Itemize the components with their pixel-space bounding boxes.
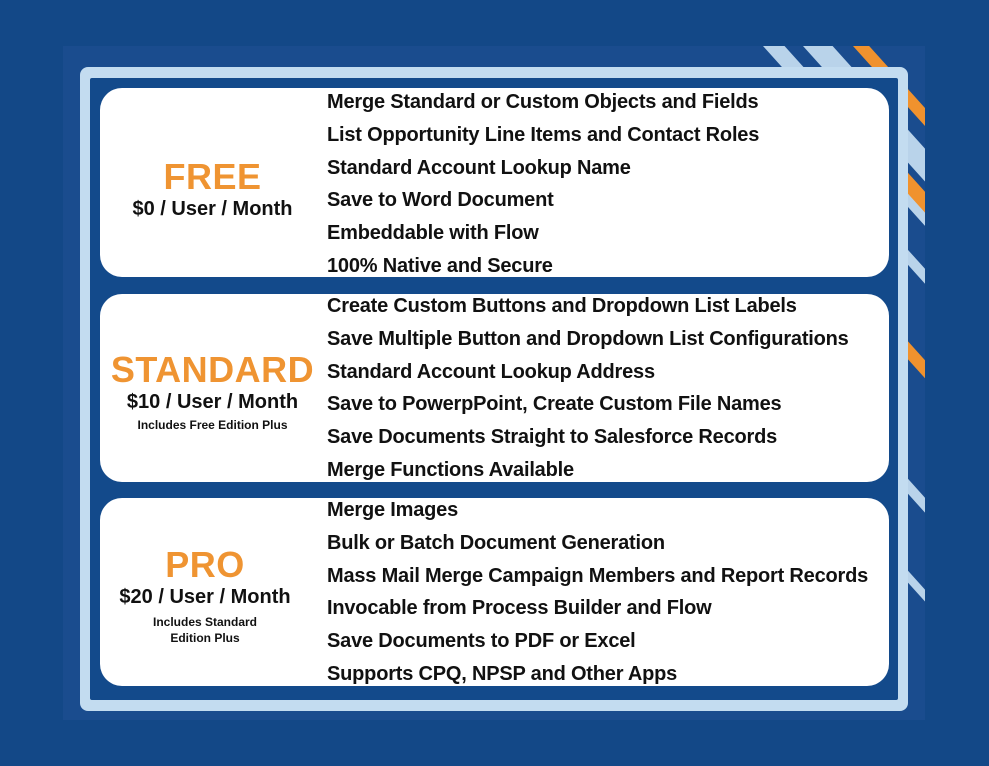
- feature-item: Save to PowerpPoint, Create Custom File Names: [327, 393, 782, 416]
- feature-item: Bulk or Batch Document Generation: [327, 531, 665, 554]
- feature-item: Mass Mail Merge Campaign Members and Report Records: [327, 564, 869, 587]
- plan-price: $10 / User / Month: [126, 391, 299, 413]
- plan-card-pro: [100, 498, 889, 686]
- plan-note: Includes Free Edition Plus: [137, 418, 288, 432]
- plan-note-line: Includes Standard: [152, 615, 258, 629]
- plan-name: FREE: [163, 156, 262, 197]
- feature-item: Save Documents Straight to Salesforce Records: [327, 426, 778, 449]
- plan-name: PRO: [165, 544, 245, 585]
- feature-list: [327, 290, 849, 487]
- feature-list: [327, 494, 868, 691]
- feature-item: Merge Functions Available: [327, 458, 574, 481]
- feature-item: Standard Account Lookup Address: [327, 360, 655, 383]
- feature-item: Supports CPQ, NPSP and Other Apps: [327, 662, 678, 685]
- plan-tier-standard: [100, 351, 325, 433]
- feature-item: Invocable from Process Builder and Flow: [327, 597, 712, 620]
- feature-list: [327, 86, 759, 283]
- feature-item: Create Custom Buttons and Dropdown List Labels: [327, 295, 797, 317]
- feature-item: Standard Account Lookup Name: [327, 156, 631, 179]
- feature-item: Merge Standard or Custom Objects and Fields: [327, 91, 759, 113]
- plan-card-free: [100, 88, 889, 277]
- plan-note: [100, 614, 310, 646]
- feature-item: Embeddable with Flow: [327, 222, 539, 245]
- plan-price: $20 / User / Month: [119, 586, 291, 608]
- plan-price: $0 / User / Month: [132, 198, 293, 220]
- feature-item: Save Documents to PDF or Excel: [327, 630, 636, 653]
- plan-note-line: Edition Plus: [170, 631, 240, 645]
- feature-item: Save Multiple Button and Dropdown List Configurations: [327, 327, 849, 350]
- plan-card-standard: [100, 294, 889, 482]
- feature-item: 100% Native and Secure: [327, 254, 553, 277]
- feature-item: Save to Word Document: [327, 189, 554, 212]
- plan-tier-pro: [100, 546, 310, 646]
- feature-item: Merge Images: [327, 499, 458, 521]
- plan-name: STANDARD: [110, 349, 315, 390]
- plan-tier-free: [100, 158, 325, 222]
- feature-item: List Opportunity Line Items and Contact Roles: [327, 123, 760, 146]
